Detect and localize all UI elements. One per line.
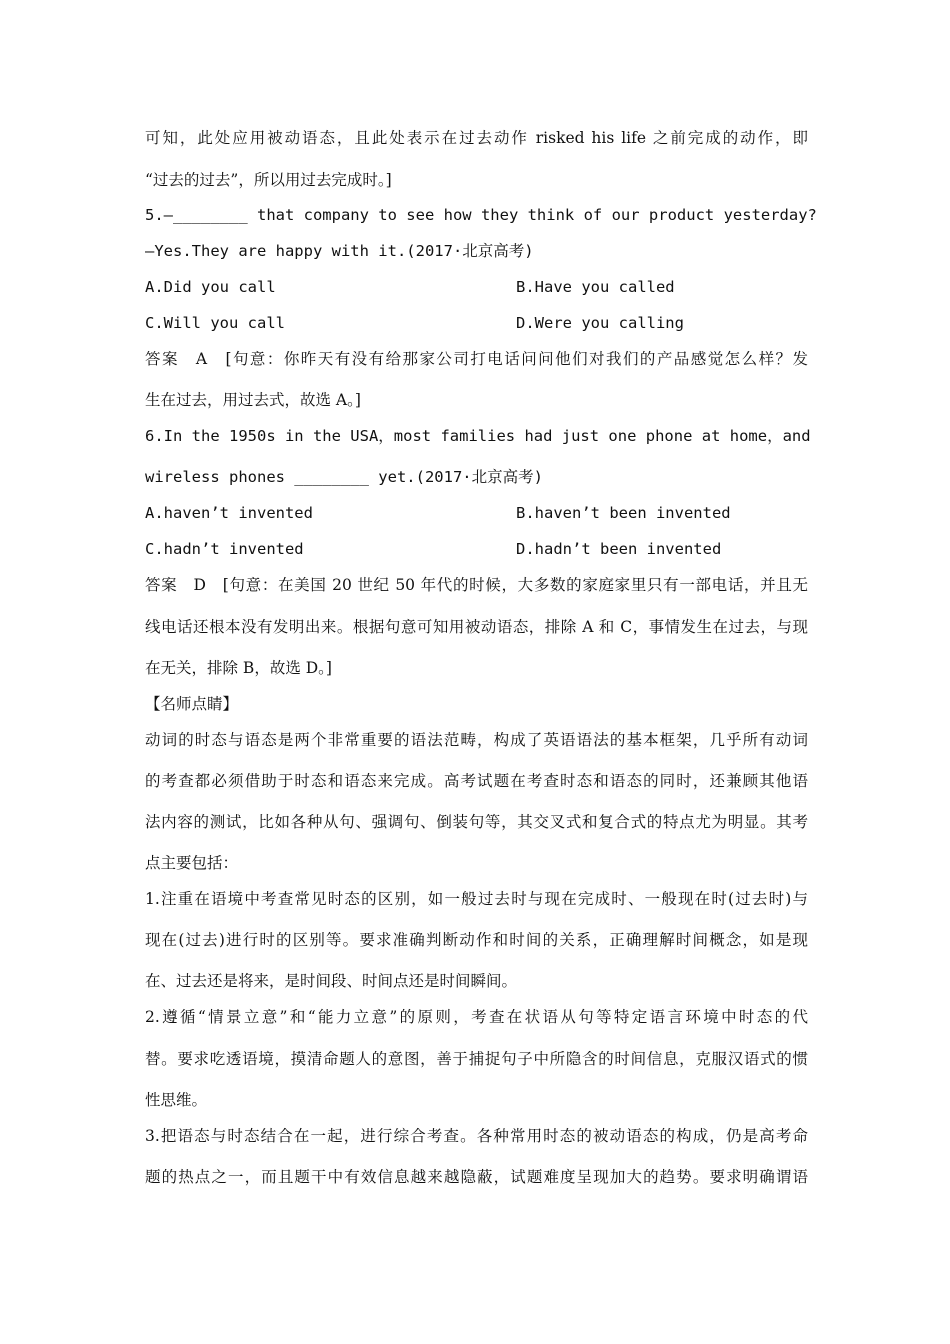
- tips-p3-line-3: 性思维。: [145, 1091, 208, 1109]
- q5-option-c: C.Will you call: [145, 314, 285, 332]
- q5-answer-line-1: 答案 A [句意：你昨天有没有给那家公司打电话问问他们对我们的产品感觉怎么样？发: [145, 350, 808, 368]
- q5-stem-line-2: —Yes.They are happy with it.(2017·北京高考): [145, 242, 534, 260]
- q6-answer-line-3: 在无关，排除 B，故选 D。]: [145, 659, 332, 677]
- prev-explanation-line-1: 可知，此处应用被动语态，且此处表示在过去动作 risked his life 之前完成的动作，即: [145, 129, 808, 147]
- q5-option-b: B.Have you called: [516, 278, 675, 296]
- prev-explanation-line-2: “过去的过去”，所以用过去完成时。]: [145, 171, 392, 189]
- q6-option-c: C.hadn’t invented: [145, 540, 304, 558]
- tips-p2-line-2: 现在(过去)进行时的区别等。要求准确判断动作和时间的关系，正确理解时间概念，如是现: [145, 931, 808, 949]
- q6-stem-line-1: 6.In the 1950s in the USA，most families had just one phone at home，and: [145, 427, 811, 445]
- tips-p1-line-2: 的考查都必须借助于时态和语态来完成。高考试题在考查时态和语态的同时，还兼顾其他语: [145, 772, 808, 790]
- q6-answer-line-1: 答案 D [句意：在美国 20 世纪 50 年代的时候，大多数的家庭家里只有一部电话，并且无: [145, 576, 808, 594]
- q5-option-d: D.Were you calling: [516, 314, 684, 332]
- q6-stem-line-2: wireless phones ________ yet.(2017·北京高考): [145, 468, 543, 486]
- tips-p3-line-2: 替。要求吃透语境，摸清命题人的意图，善于捕捉句子中所隐含的时间信息，克服汉语式的惯: [145, 1050, 808, 1068]
- tips-p2-line-1: 1.注重在语境中考查常见时态的区别，如一般过去时与现在完成时、一般现在时(过去时)与: [145, 890, 808, 908]
- tips-p2-line-3: 在、过去还是将来，是时间段、时间点还是时间瞬间。: [145, 972, 518, 990]
- tips-p4-line-2: 题的热点之一，而且题干中有效信息越来越隐蔽，试题难度呈现加大的趋势。要求明确谓语: [145, 1168, 808, 1186]
- tips-p1-line-3: 法内容的测试，比如各种从句、强调句、倒装句等，其交叉式和复合式的特点尤为明显。其考: [145, 813, 808, 831]
- q5-answer-line-2: 生在过去，用过去式，故选 A。]: [145, 391, 361, 409]
- tips-p1-line-1: 动词的时态与语态是两个非常重要的语法范畴，构成了英语语法的基本框架，几乎所有动词: [145, 731, 808, 749]
- q6-answer-line-2: 线电话还根本没有发明出来。根据句意可知用被动语态，排除 A 和 C，事情发生在过去，与现: [145, 618, 808, 636]
- tips-heading: 【名师点睛】: [145, 695, 239, 713]
- q5-stem-line-1: 5.—________ that company to see how they think of our product yesterday?: [145, 206, 817, 224]
- tips-p1-line-4: 点主要包括：: [145, 854, 239, 872]
- q6-option-d: D.hadn’t been invented: [516, 540, 722, 558]
- q6-option-a: A.haven’t invented: [145, 504, 313, 522]
- tips-p3-line-1: 2.遵循“情景立意”和“能力立意”的原则，考查在状语从句等特定语言环境中时态的代: [145, 1008, 808, 1026]
- tips-p4-line-1: 3.把语态与时态结合在一起，进行综合考查。各种常用时态的被动语态的构成，仍是高考命: [145, 1127, 808, 1145]
- q6-option-b: B.haven’t been invented: [516, 504, 731, 522]
- q5-option-a: A.Did you call: [145, 278, 276, 296]
